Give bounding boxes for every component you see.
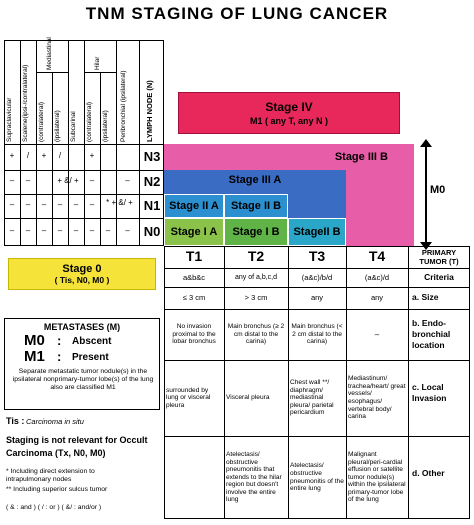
- t3-criteria: (a&c)/b/d: [301, 272, 333, 282]
- t1-header: T1: [185, 248, 203, 265]
- col-subcarinal: Subcarinal: [70, 111, 77, 142]
- lymph-node-header: LYMPH NODE (N): [145, 80, 154, 142]
- col-scalene: Scalene(ipsi-/contralateral): [22, 64, 29, 142]
- stage-iv-box: [178, 92, 400, 134]
- stage-iv-title: Stage IV: [265, 100, 313, 114]
- col-peribronchial: Peribronchial (ipsilateral): [120, 70, 127, 142]
- n0-mark: –: [125, 226, 130, 235]
- n1-mark: * + &/ +: [106, 198, 133, 207]
- n3-mark: +: [9, 151, 15, 160]
- t2-size: > 3 cm: [244, 293, 268, 303]
- criteria-local-invasion: c. Local Invasion: [412, 382, 447, 403]
- t3-other: Atelectasis/ obstructive pneumonitis of the entire lung: [290, 462, 344, 493]
- t2-header: T2: [247, 248, 265, 265]
- t1-endobronchial: No invasion proximal to the lobar bronchus: [172, 323, 216, 346]
- n3-mark: +: [89, 151, 95, 160]
- m1-code: M1: [24, 348, 45, 365]
- stage-0-sub: ( Tis, N0, M0 ): [54, 275, 110, 285]
- m1-text: Present: [72, 352, 109, 363]
- m0-arrow-up-icon: [420, 139, 432, 147]
- m0-code: M0: [24, 332, 45, 349]
- col-hilar: Hilar: [94, 56, 101, 70]
- criteria-endobronchial: b. Endo-bronchial location: [412, 318, 451, 350]
- col-med-contralateral: (contralateral): [38, 101, 45, 142]
- n1-mark: –: [89, 200, 95, 209]
- t1-local-invasion: surrounded by lung or visceral pleura: [166, 386, 211, 409]
- t1-size: ≤ 3 cm: [182, 293, 206, 303]
- n1-mark: –: [9, 200, 15, 209]
- n2-mark: + &/ +: [57, 176, 79, 185]
- t1-criteria: a&b&c: [182, 272, 206, 282]
- n3-mark: /: [58, 151, 62, 160]
- stage-0-box: [8, 258, 156, 290]
- n0-label: N0: [143, 224, 161, 239]
- stage-ib-box: Stage I B: [224, 218, 288, 246]
- n3-mark: /: [26, 151, 30, 160]
- t4-endobronchial: –: [374, 329, 380, 339]
- n0-mark: –: [73, 226, 79, 235]
- t3-local-invasion: Chest wall **/ diaphragm/ mediastinal pleura/ parietal pericardium: [290, 379, 334, 417]
- m0-label: M0: [430, 184, 446, 196]
- tis-text: Carcinoma in situ: [26, 417, 84, 426]
- stage-iib-box: Stage II B: [224, 194, 288, 218]
- n1-label: N1: [143, 198, 161, 213]
- t2-endobronchial: Main bronchus (≥ 2 cm distal to the carina): [227, 323, 285, 346]
- criteria-other: d. Other: [412, 468, 445, 478]
- n0-mark: –: [9, 226, 15, 235]
- t3-endobronchial: Main bronchus (< 2 cm distal to the carina): [291, 323, 343, 346]
- stage-iv-sub: M1 ( any T, any N ): [249, 116, 329, 126]
- col-hilar-contralateral: (contralateral): [86, 101, 93, 142]
- stage-iiib-label: Stage III B: [334, 151, 388, 163]
- primary-tumor-header: PRIMARY TUMOR (T): [419, 248, 459, 266]
- t4-local-invasion: Mediastinum/ trachea/heart/ great vessels/ esophagus/ vertebral body/ carina: [348, 375, 406, 421]
- footnote-1: * Including direct extension to intrapulmonary nodes: [6, 468, 95, 483]
- t3-header: T3: [308, 248, 326, 265]
- footnote-2: ** Including superior sulcus tumor: [6, 486, 108, 493]
- n0-mark: –: [25, 226, 31, 235]
- m0-text: Abscent: [72, 336, 112, 347]
- t2-local-invasion: Visceral pleura: [226, 394, 270, 402]
- n0-mark: –: [89, 226, 95, 235]
- n1-mark: –: [57, 200, 63, 209]
- n1-mark: –: [25, 200, 31, 209]
- stage-iiia-label: Stage III A: [228, 174, 282, 186]
- n3-label: N3: [143, 149, 161, 164]
- stage-0-title: Stage 0: [62, 263, 102, 275]
- t2-other: Atelectasis/ obstructive pneumonitis that extends to the hilar region but doesn't involve the entire lung: [226, 450, 282, 504]
- n0-mark: –: [57, 226, 63, 235]
- stage-ia-box: Stage I A: [164, 218, 224, 246]
- n2-mark: –: [9, 176, 15, 185]
- n2-mark: –: [125, 176, 130, 185]
- n2-mark: –: [25, 176, 31, 185]
- m0-arrow-line: [425, 145, 427, 245]
- n3-mark: +: [41, 151, 47, 160]
- occult-note: Staging is not relevant for Occult Carcinoma (Tx, N0, M0): [6, 435, 148, 458]
- n0-mark: –: [41, 226, 47, 235]
- t4-other: Malignant pleural/peri-cardial effusion or satellite tumor nodule(s) within the ipsilateral primary-tumor lobe of the lung: [348, 450, 406, 504]
- n0-mark: –: [105, 226, 111, 235]
- page-title: TNM STAGING OF LUNG CANCER: [85, 4, 389, 23]
- stage-iia-box: Stage II A: [164, 194, 224, 218]
- n2-label: N2: [143, 174, 161, 189]
- col-supraclavicular: Supraclavicular: [6, 97, 13, 142]
- t4-header: T4: [368, 248, 386, 265]
- col-mediastinal: Mediastinal: [46, 37, 53, 70]
- n2-mark: –: [89, 176, 95, 185]
- n1-mark: –: [41, 200, 47, 209]
- legend: ( & : and ) ( / : or ) ( &/ : and/or ): [6, 504, 102, 511]
- t4-size: any: [370, 293, 384, 303]
- tis-label: Tis :: [6, 416, 25, 426]
- m0-colon: :: [57, 333, 62, 348]
- col-med-ipsilateral: (ipsilateral): [54, 110, 61, 142]
- t2-criteria: any of a,b,c,d: [234, 273, 278, 281]
- t4-criteria: (a&c)/d: [364, 272, 390, 282]
- criteria-size: a. Size: [412, 292, 439, 302]
- metastases-note: Separate metastatic tumor nodule(s) in the ipsilateral nonprimary-tumor lobe(s) of the lung also are classified M1: [12, 368, 154, 391]
- stage-iib-t3-box: StageII B: [288, 218, 346, 246]
- m1-colon: :: [57, 349, 62, 364]
- col-hilar-ipsilateral: (ipsilateral): [102, 110, 109, 142]
- criteria-header: Criteria: [424, 271, 454, 282]
- metastases-header: METASTASES (M): [43, 322, 121, 332]
- n1-mark: –: [73, 200, 79, 209]
- t3-size: any: [310, 293, 324, 303]
